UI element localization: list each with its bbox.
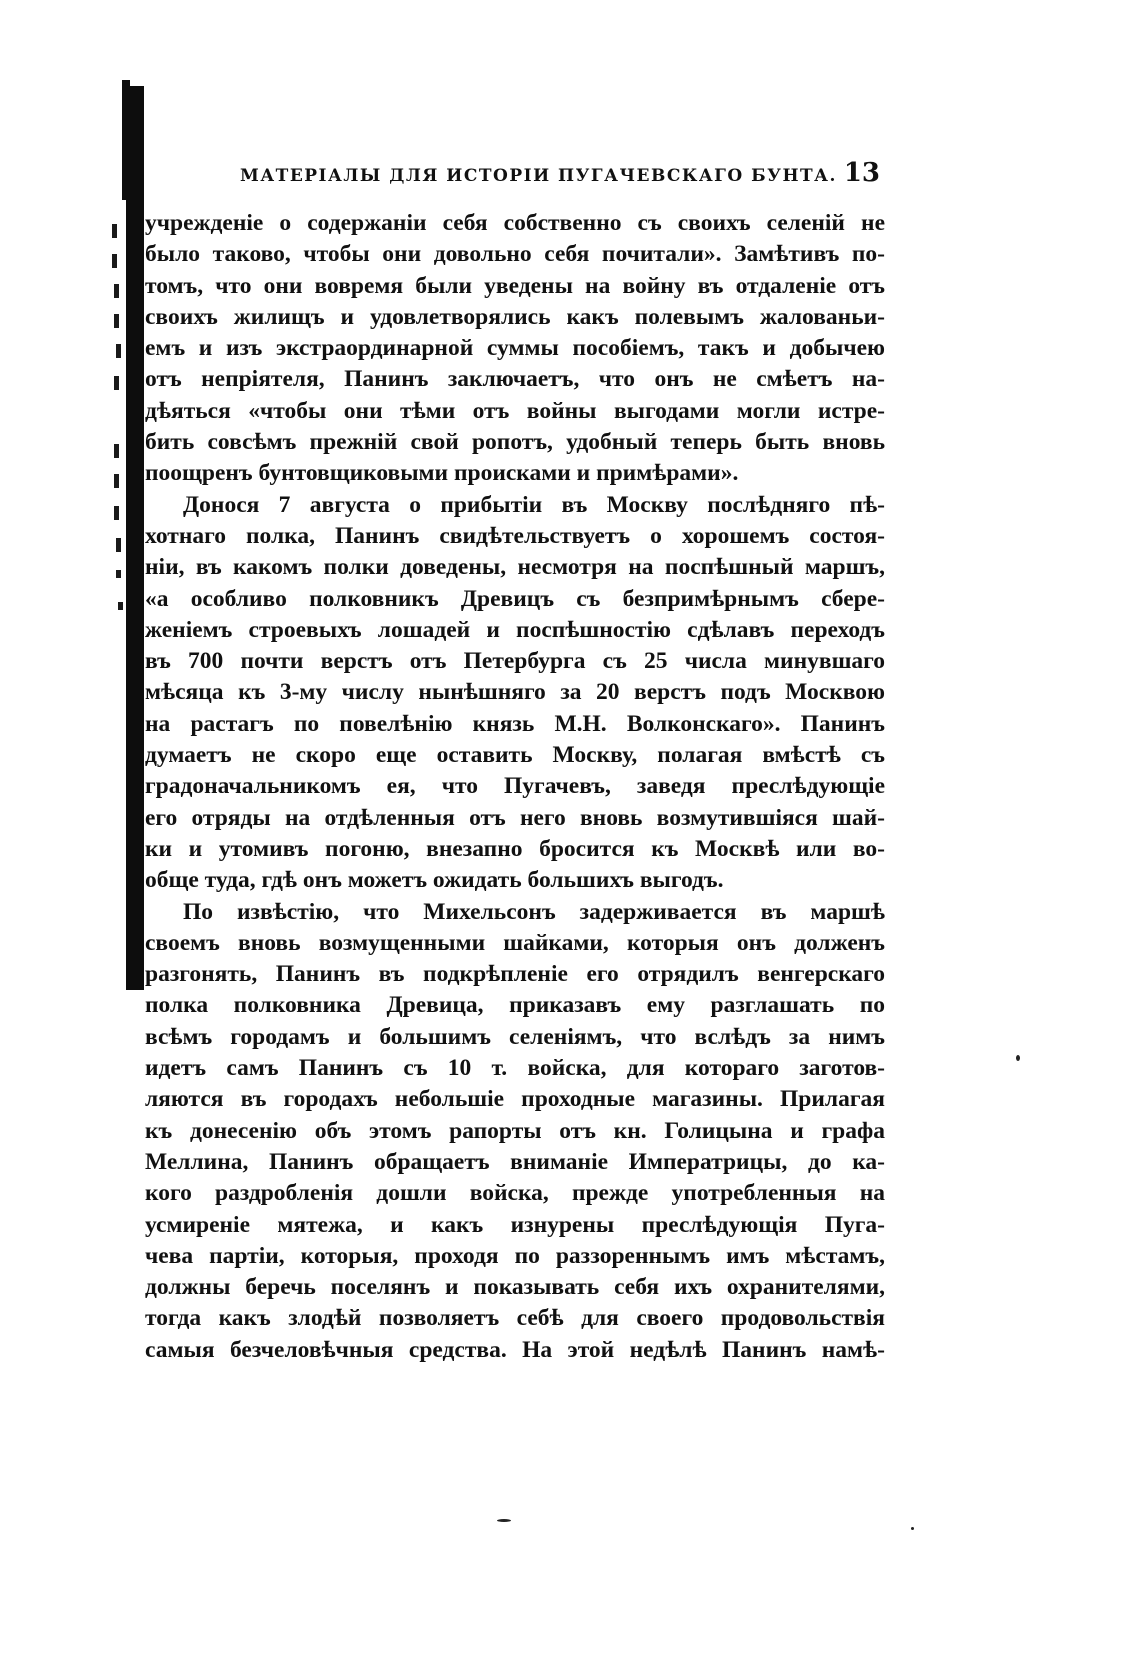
text-line: ніи, въ какомъ полки доведены, несмотря на поспѣшный маршъ, bbox=[145, 554, 885, 581]
margin-mark bbox=[114, 284, 119, 298]
text-line: идетъ самъ Панинъ съ 10 т. войска, для котораго заготов- bbox=[145, 1055, 885, 1082]
paragraph bbox=[145, 490, 885, 897]
text-line: ки и утомивъ погоню, внезапно бросится къ Москвѣ или во- bbox=[145, 835, 885, 862]
margin-mark bbox=[116, 538, 121, 552]
text-line: своихъ жилищъ и удовлетворялись какъ полевымъ жалованьи- bbox=[145, 303, 885, 330]
text-line: градоначальникомъ ея, что Пугачевъ, заведя преслѣдующіе bbox=[145, 773, 885, 800]
text-line: чева партіи, которыя, проходя по раззореннымъ имъ мѣстамъ, bbox=[145, 1242, 885, 1269]
page-header bbox=[240, 160, 880, 196]
scan-edge-band bbox=[126, 86, 144, 990]
margin-mark bbox=[114, 376, 119, 390]
text-line: обще туда, гдѣ онъ можетъ ожидать большихъ выгодъ. bbox=[145, 867, 724, 894]
text-line: бить совсѣмъ прежній свой ропотъ, удобный теперь быть вновь bbox=[145, 429, 885, 456]
text-line: полка полковника Древица, приказавъ ему разглашать по bbox=[145, 992, 885, 1019]
text-line: всѣмъ городамъ и большимъ селеніямъ, что вслѣдъ за нимъ bbox=[145, 1023, 885, 1050]
text-line: Донося 7 августа о прибытіи въ Москву послѣдняго пѣ- bbox=[183, 491, 885, 518]
text-line: ляются въ городахъ небольшіе проходные магазины. Прилагая bbox=[145, 1086, 885, 1113]
paragraph bbox=[145, 897, 885, 1366]
text-line: отъ непріятеля, Панинъ заключаетъ, что онъ не смѣетъ на- bbox=[145, 366, 885, 393]
text-line: въ 700 почти верстъ отъ Петербурга съ 25 числа минувшаго bbox=[145, 648, 885, 675]
scan-speck bbox=[911, 1527, 914, 1530]
text-line: думаетъ не скоро еще оставить Москву, полагая вмѣстѣ съ bbox=[145, 742, 885, 769]
text-line: «а особливо полковникъ Древицъ съ безпримѣрнымъ сбере- bbox=[145, 585, 885, 612]
scan-speck bbox=[497, 1519, 511, 1522]
text-line: кого раздробленія дошли войска, прежде употребленныя на bbox=[145, 1180, 885, 1207]
paragraph bbox=[145, 208, 885, 490]
text-line: должны беречь поселянъ и показывать себя ихъ охранителями, bbox=[145, 1274, 885, 1301]
text-line: емъ и изъ экстраординарной суммы пособіемъ, такъ и добычею bbox=[145, 335, 885, 362]
text-line: было таково, чтобы они довольно себя почитали». Замѣтивъ по- bbox=[145, 241, 885, 268]
text-line: женіемъ строевыхъ лошадей и поспѣшностію сдѣлавъ переходъ bbox=[145, 616, 885, 643]
scan-speck bbox=[1016, 1055, 1020, 1061]
margin-mark bbox=[114, 444, 119, 458]
margin-mark bbox=[112, 254, 117, 268]
text-line: хотнаго полка, Панинъ свидѣтельствуетъ о хорошемъ состоя- bbox=[145, 522, 885, 549]
margin-mark bbox=[116, 344, 121, 358]
text-line: разгонять, Панинъ въ подкрѣпленіе его отрядилъ венгерскаго bbox=[145, 961, 885, 988]
page-number: 13 bbox=[843, 158, 880, 188]
text-line: томъ, что они вовремя были уведены на войну въ отдаленіе отъ bbox=[145, 272, 885, 299]
text-line: мѣсяца къ 3-му числу нынѣшняго за 20 верстъ подъ Москвою bbox=[145, 679, 885, 706]
margin-mark bbox=[114, 474, 119, 488]
text-line: По извѣстію, что Михельсонъ задерживается въ маршѣ bbox=[183, 898, 885, 925]
text-line: дѣяться «чтобы они тѣми отъ войны выгодами могли истре- bbox=[145, 397, 885, 424]
text-line: учрежденіе о содержаніи себя собственно съ своихъ селеній не bbox=[145, 210, 885, 236]
text-line: къ донесенію объ этомъ рапорты отъ кн. Голицына и графа bbox=[145, 1117, 885, 1144]
text-line: поощренъ бунтовщиковыми происками и примѣрами». bbox=[145, 460, 739, 487]
margin-mark bbox=[112, 224, 117, 238]
margin-mark bbox=[116, 570, 121, 578]
text-line: на растагъ по повелѣнію князь М.Н. Волконскаго». Панинъ bbox=[145, 710, 885, 737]
text-line: своемъ вновь возмущенными шайками, которыя онъ долженъ bbox=[145, 929, 885, 956]
text-line: Меллина, Панинъ обращаетъ вниманіе Императрицы, до ка- bbox=[145, 1148, 885, 1175]
text-line: его отряды на отдѣленныя отъ него вновь возмутившіяся шай- bbox=[145, 804, 885, 831]
margin-mark bbox=[114, 506, 119, 520]
margin-mark bbox=[118, 602, 123, 610]
text-line: самыя безчеловѣчныя средства. На этой недѣлѣ Панинъ намѣ- bbox=[145, 1336, 885, 1363]
text-line: тогда какъ злодѣй позволяетъ себѣ для своего продовольствія bbox=[145, 1305, 885, 1332]
body-text bbox=[145, 208, 885, 1366]
text-line: усмиреніе мятежа, и какъ изнурены преслѣдующія Пуга- bbox=[145, 1211, 885, 1238]
margin-mark bbox=[114, 314, 119, 328]
running-title: МАТЕРІАЛЫ ДЛЯ ИСТОРІИ ПУГАЧЕВСКАГО БУНТА. bbox=[240, 166, 837, 186]
